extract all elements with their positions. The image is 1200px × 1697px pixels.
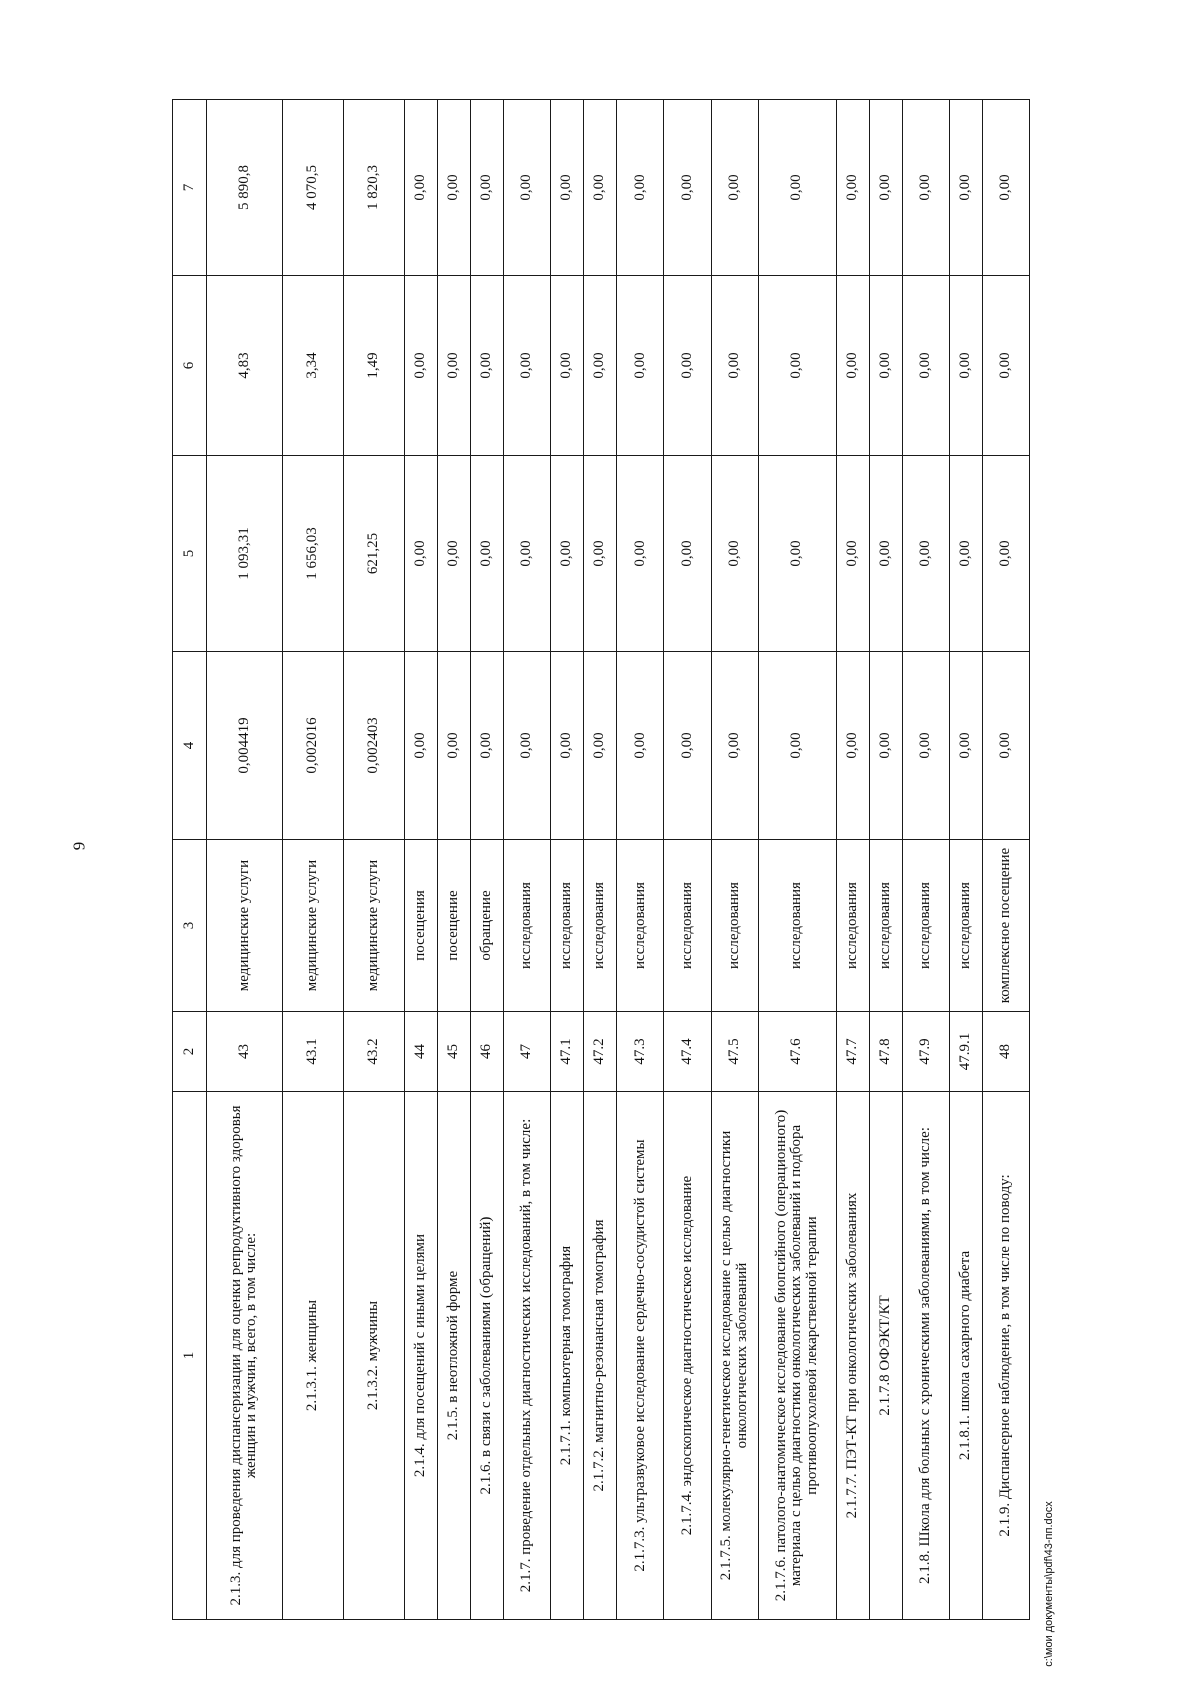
table-cell-col7: 5 890,8 [207, 100, 282, 276]
table-cell-col2: 47.7 [836, 1012, 869, 1092]
table-row [438, 100, 471, 1620]
table-cell-col5: 0,00 [949, 456, 982, 652]
table-cell-col2: 47.3 [617, 1012, 664, 1092]
table-cell-col2: 45 [438, 1012, 471, 1092]
table-cell-col1: 2.1.3.2. мужчины [343, 1092, 404, 1620]
header-cell: 4 [173, 652, 207, 840]
table-cell-col5: 0,00 [711, 456, 758, 652]
table-cell-col1: 2.1.7.5. молекулярно-генетическое исследование с целью диагностики онкологических заболеваний [711, 1092, 758, 1620]
table-cell-col5: 0,00 [982, 456, 1029, 652]
table-cell-col4: 0,002403 [343, 652, 404, 840]
table-cell-col2: 47.2 [584, 1012, 617, 1092]
table-cell-col1: 2.1.7. проведение отдельных диагностических исследований, в том числе: [504, 1092, 551, 1620]
table-cell-col5: 0,00 [617, 456, 664, 652]
table-cell-col2: 43.1 [282, 1012, 343, 1092]
table-cell-col4: 0,00 [551, 652, 584, 840]
table-cell-col6: 0,00 [551, 276, 584, 456]
table-cell-col1: 2.1.7.3. ультразвуковое исследование сердечно-сосудистой системы [617, 1092, 664, 1620]
table-cell-col4: 0,00 [471, 652, 504, 840]
table-cell-col5: 0,00 [438, 456, 471, 652]
table-cell-col7: 0,00 [617, 100, 664, 276]
table-cell-col4: 0,004419 [207, 652, 282, 840]
table-cell-col4: 0,00 [405, 652, 438, 840]
table-cell-col3: исследования [949, 840, 982, 1012]
table-cell-col5: 0,00 [504, 456, 551, 652]
table-cell-col6: 0,00 [982, 276, 1029, 456]
table-row [869, 100, 902, 1620]
table-cell-col6: 0,00 [869, 276, 902, 456]
table-cell-col1: 2.1.7.4. эндоскопическое диагностическое исследование [664, 1092, 711, 1620]
table-cell-col3: исследования [551, 840, 584, 1012]
table-cell-col3: исследования [758, 840, 836, 1012]
table-cell-col2: 47 [504, 1012, 551, 1092]
table-cell-col5: 0,00 [902, 456, 949, 652]
table-cell-col5: 0,00 [471, 456, 504, 652]
table-cell-col3: посещение [438, 840, 471, 1012]
file-path-footer: c:\мои документы\pdf\43-пп.docx [1043, 1501, 1055, 1667]
table-cell-col6: 0,00 [504, 276, 551, 456]
table-cell-col1: 2.1.7.1. компьютерная томография [551, 1092, 584, 1620]
table-row [405, 100, 438, 1620]
table-cell-col6: 0,00 [758, 276, 836, 456]
table-cell-col7: 0,00 [405, 100, 438, 276]
table-row [982, 100, 1029, 1620]
header-cell: 1 [173, 1092, 207, 1620]
table-cell-col1: 2.1.4. для посещений с иными целями [405, 1092, 438, 1620]
table-row [664, 100, 711, 1620]
table-row [504, 100, 551, 1620]
table-cell-col7: 0,00 [711, 100, 758, 276]
table-cell-col1: 2.1.9. Диспансерное наблюдение, в том числе по поводу: [982, 1092, 1029, 1620]
table-cell-col2: 47.9 [902, 1012, 949, 1092]
table-cell-col1: 2.1.7.8 ОФЭКТ/КТ [869, 1092, 902, 1620]
table-cell-col3: медицинские услуги [207, 840, 282, 1012]
table-row [584, 100, 617, 1620]
table-cell-col6: 1,49 [343, 276, 404, 456]
table-cell-col1: 2.1.7.6. патолого-анатомическое исследование биопсийного (операционного) материала с целью диагностики онкологических заболеваний и подбора противоопухолевой лекарственной терапии [758, 1092, 836, 1620]
table-cell-col5: 621,25 [343, 456, 404, 652]
header-cell: 7 [173, 100, 207, 276]
table-cell-col5: 0,00 [758, 456, 836, 652]
table-cell-col7: 0,00 [982, 100, 1029, 276]
table-cell-col3: медицинские услуги [343, 840, 404, 1012]
table-row [836, 100, 869, 1620]
table-cell-col5: 0,00 [664, 456, 711, 652]
table-cell-col4: 0,00 [584, 652, 617, 840]
table-cell-col2: 43.2 [343, 1012, 404, 1092]
table-cell-col7: 4 070,5 [282, 100, 343, 276]
table-cell-col7: 0,00 [664, 100, 711, 276]
table-row [617, 100, 664, 1620]
table-cell-col5: 0,00 [869, 456, 902, 652]
header-cell: 6 [173, 276, 207, 456]
table-cell-col1: 2.1.3.1. женщины [282, 1092, 343, 1620]
table-cell-col7: 0,00 [438, 100, 471, 276]
table-cell-col2: 47.6 [758, 1012, 836, 1092]
table-row [949, 100, 982, 1620]
table-row [551, 100, 584, 1620]
page-number: 9 [69, 841, 89, 851]
table-cell-col1: 2.1.5. в неотложной форме [438, 1092, 471, 1620]
table-cell-col6: 0,00 [405, 276, 438, 456]
table-cell-col2: 48 [982, 1012, 1029, 1092]
table-cell-col3: исследования [584, 840, 617, 1012]
table-cell-col3: медицинские услуги [282, 840, 343, 1012]
header-cell: 3 [173, 840, 207, 1012]
table-cell-col4: 0,00 [711, 652, 758, 840]
table-cell-col6: 0,00 [664, 276, 711, 456]
table-cell-col2: 47.1 [551, 1012, 584, 1092]
table-row [902, 100, 949, 1620]
table-cell-col7: 0,00 [584, 100, 617, 276]
header-cell: 2 [173, 1012, 207, 1092]
table-cell-col7: 0,00 [471, 100, 504, 276]
table-cell-col3: исследования [869, 840, 902, 1012]
table-cell-col4: 0,00 [438, 652, 471, 840]
table-cell-col6: 0,00 [711, 276, 758, 456]
table-cell-col7: 0,00 [949, 100, 982, 276]
table-cell-col6: 0,00 [617, 276, 664, 456]
table-cell-col7: 1 820,3 [343, 100, 404, 276]
table-cell-col2: 46 [471, 1012, 504, 1092]
table-cell-col1: 2.1.8.1. школа сахарного диабета [949, 1092, 982, 1620]
table-cell-col4: 0,00 [504, 652, 551, 840]
table-cell-col5: 0,00 [405, 456, 438, 652]
table-cell-col6: 0,00 [836, 276, 869, 456]
table-row [758, 100, 836, 1620]
table-cell-col6: 0,00 [949, 276, 982, 456]
table-cell-col4: 0,00 [982, 652, 1029, 840]
table-cell-col1: 2.1.7.2. магнитно-резонансная томография [584, 1092, 617, 1620]
table-cell-col5: 1 656,03 [282, 456, 343, 652]
volumes-table [172, 99, 1030, 1620]
table-cell-col4: 0,00 [869, 652, 902, 840]
table-cell-col5: 1 093,31 [207, 456, 282, 652]
table-cell-col5: 0,00 [551, 456, 584, 652]
table-cell-col3: посещения [405, 840, 438, 1012]
table-row [343, 100, 404, 1620]
table-cell-col6: 0,00 [902, 276, 949, 456]
table-cell-col3: исследования [711, 840, 758, 1012]
table-cell-col4: 0,00 [836, 652, 869, 840]
table-cell-col2: 44 [405, 1012, 438, 1092]
table-cell-col2: 47.5 [711, 1012, 758, 1092]
table-cell-col3: обращение [471, 840, 504, 1012]
table-cell-col7: 0,00 [836, 100, 869, 276]
table-cell-col7: 0,00 [504, 100, 551, 276]
table-cell-col7: 0,00 [902, 100, 949, 276]
table-cell-col1: 2.1.7.7. ПЭТ-КТ при онкологических заболеваниях [836, 1092, 869, 1620]
table-cell-col6: 4,83 [207, 276, 282, 456]
table-row [207, 100, 282, 1620]
data-table-rotated [172, 100, 1030, 1620]
table-cell-col5: 0,00 [584, 456, 617, 652]
table-row [711, 100, 758, 1620]
table-cell-col6: 3,34 [282, 276, 343, 456]
table-cell-col3: исследования [617, 840, 664, 1012]
table-cell-col6: 0,00 [438, 276, 471, 456]
table-cell-col7: 0,00 [758, 100, 836, 276]
table-cell-col3: исследования [504, 840, 551, 1012]
table-cell-col3: комплексное посещение [982, 840, 1029, 1012]
table-cell-col6: 0,00 [584, 276, 617, 456]
table-cell-col7: 0,00 [551, 100, 584, 276]
table-cell-col1: 2.1.8. Школа для больных с хроническими заболеваниями, в том числе: [902, 1092, 949, 1620]
table-cell-col5: 0,00 [836, 456, 869, 652]
table-cell-col3: исследования [902, 840, 949, 1012]
table-cell-col1: 2.1.3. для проведения диспансеризации для оценки репродуктивного здоровья женщин и мужчин, всего, в том числе: [207, 1092, 282, 1620]
table-cell-col3: исследования [664, 840, 711, 1012]
table-cell-col4: 0,00 [664, 652, 711, 840]
table-cell-col4: 0,002016 [282, 652, 343, 840]
table-cell-col2: 47.9.1 [949, 1012, 982, 1092]
table-cell-col6: 0,00 [471, 276, 504, 456]
table-cell-col4: 0,00 [949, 652, 982, 840]
table-cell-col7: 0,00 [869, 100, 902, 276]
table-row [471, 100, 504, 1620]
header-row [173, 100, 207, 1620]
table-cell-col2: 47.4 [664, 1012, 711, 1092]
table-row [282, 100, 343, 1620]
table-cell-col2: 43 [207, 1012, 282, 1092]
table-cell-col1: 2.1.6. в связи с заболеваниями (обращений) [471, 1092, 504, 1620]
table-cell-col2: 47.8 [869, 1012, 902, 1092]
table-cell-col3: исследования [836, 840, 869, 1012]
header-cell: 5 [173, 456, 207, 652]
table-cell-col4: 0,00 [758, 652, 836, 840]
table-cell-col4: 0,00 [902, 652, 949, 840]
table-cell-col4: 0,00 [617, 652, 664, 840]
